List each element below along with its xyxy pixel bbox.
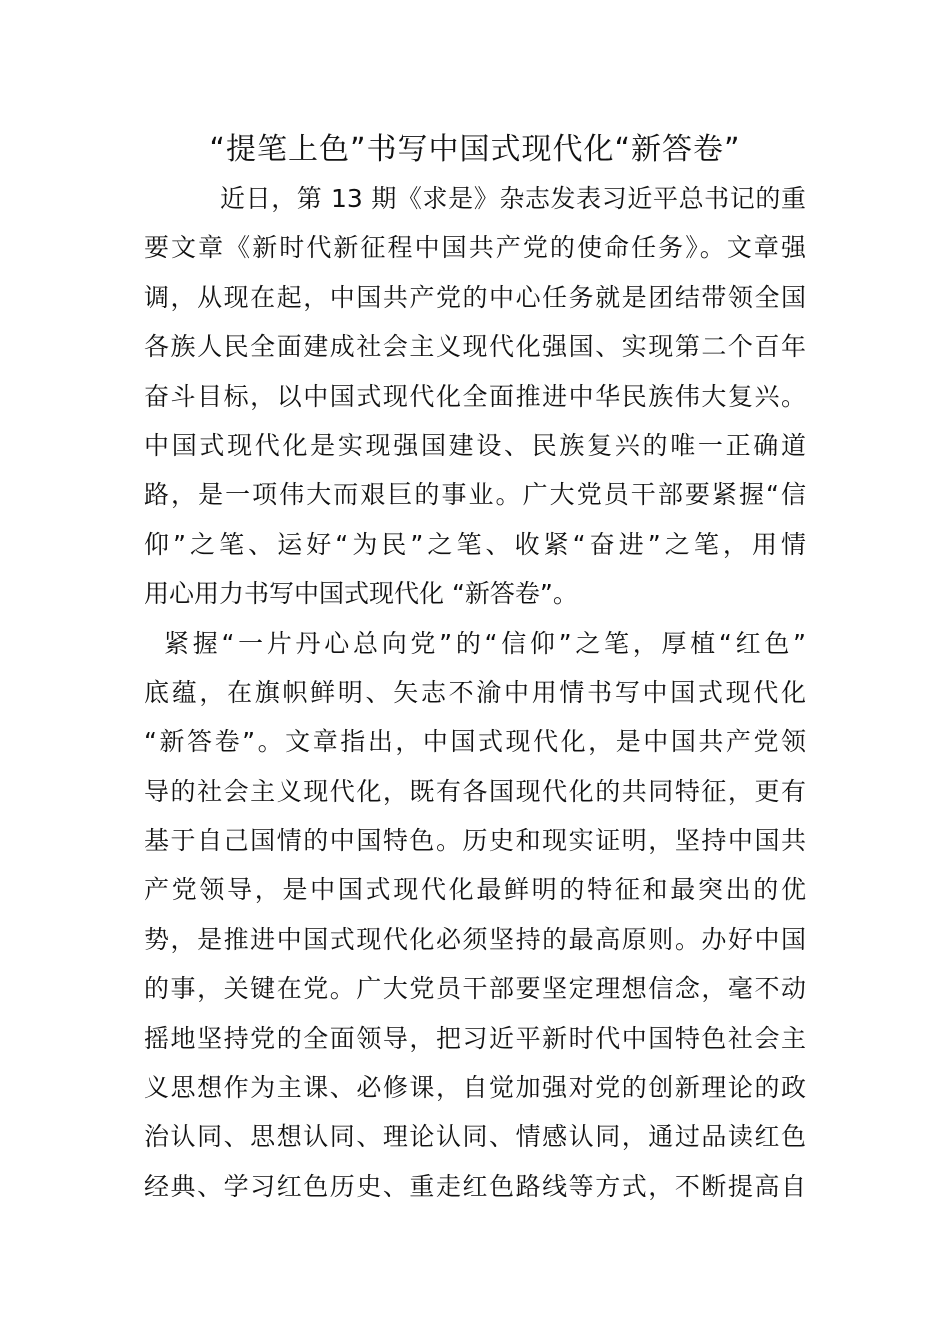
paragraph-1-line: 近日，第 13 期《求是》杂志发表习近平总书记的重 [220, 184, 806, 213]
document-body [144, 174, 806, 1211]
paragraph-1-line: 奋斗目标，以中国式现代化全面推进中华民族伟大复兴。 [144, 381, 806, 411]
paragraph-1-line: 中国式现代化是实现强国建设、民族复兴的唯一正确道 [144, 430, 806, 460]
paragraph-1-line: 各族人民全面建成社会主义现代化强国、实现第二个百年 [144, 332, 806, 362]
paragraph-2-line: 治认同、思想认同、理论认同、情感认同，通过品读红色 [144, 1122, 806, 1152]
paragraph-1-line: 要文章《新时代新征程中国共产党的使命任务》。文章强 [144, 233, 806, 263]
paragraph-2-line: 摇地坚持党的全面领导，把习近平新时代中国特色社会主 [144, 1023, 806, 1053]
paragraph-2-line: 义思想作为主课、必修课，自觉加强对党的创新理论的政 [144, 1073, 806, 1103]
paragraph-1-last-line: 用心用力书写中国式现代化 “新答卷”。 [144, 579, 578, 609]
paragraph-2-line: 基于自己国情的中国特色。历史和现实证明，坚持中国共 [144, 826, 806, 856]
paragraph-2-line: 的事，关键在党。广大党员干部要坚定理想信念，毫不动 [144, 974, 806, 1004]
paragraph-2-line: 导的社会主义现代化，既有各国现代化的共同特征，更有 [144, 776, 806, 806]
paragraph-1-line: 调，从现在起，中国共产党的中心任务就是团结带领全国 [144, 282, 806, 312]
document-title: “提笔上色”书写中国式现代化“新答卷” [209, 132, 741, 167]
paragraph-2-line: 紧握“一片丹心总向党”的“信仰”之笔，厚植“红色” [164, 628, 806, 658]
paragraph-2-line: 底蕴，在旗帜鲜明、矢志不渝中用情书写中国式现代化 [144, 677, 806, 707]
paragraph-1-line: 路，是一项伟大而艰巨的事业。广大党员干部要紧握“信 [144, 480, 806, 510]
paragraph-1-line: 仰”之笔、运好“为民”之笔、收紧“奋进”之笔，用情 [144, 529, 806, 559]
paragraph-2-line: “新答卷”。文章指出，中国式现代化，是中国共产党领 [144, 727, 806, 757]
paragraph-2-line: 产党领导，是中国式现代化最鲜明的特征和最突出的优 [144, 875, 806, 905]
paragraph-2-line: 经典、学习红色历史、重走红色路线等方式，不断提高自 [144, 1171, 806, 1201]
paragraph-2-line: 势，是推进中国式现代化必须坚持的最高原则。办好中国 [144, 924, 806, 954]
